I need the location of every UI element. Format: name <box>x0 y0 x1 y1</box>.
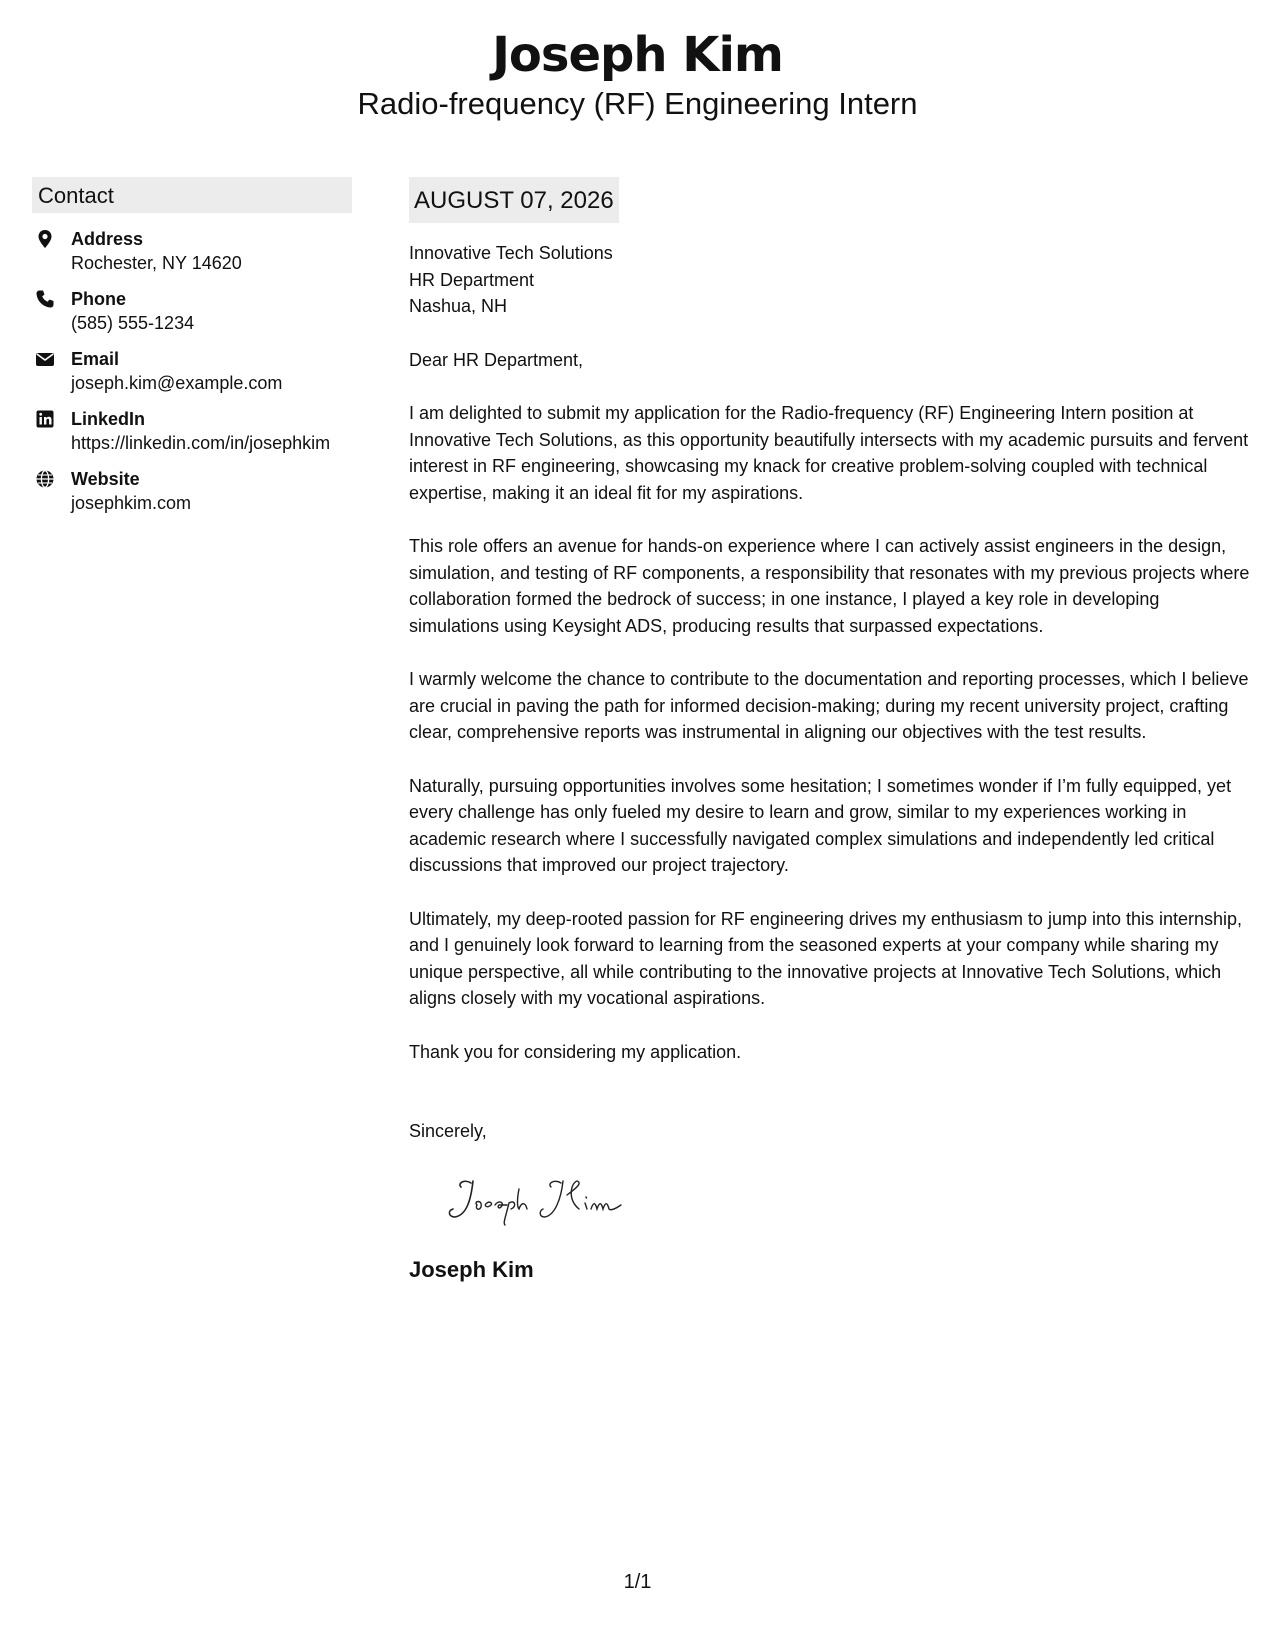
contact-label: LinkedIn <box>71 409 146 429</box>
contact-website <box>32 467 352 516</box>
recipient-location: Nashua, NH <box>409 296 508 316</box>
contact-phone <box>32 287 352 336</box>
contact-address <box>32 227 352 276</box>
map-pin-icon <box>35 229 55 249</box>
recipient-company: Innovative Tech Solutions <box>409 243 613 263</box>
page-number: 1/1 <box>623 1571 652 1593</box>
contact-linkedin <box>32 407 352 456</box>
linkedin-icon <box>35 409 55 429</box>
linkedin-link[interactable]: https://linkedin.com/in/josephkim <box>71 433 331 453</box>
closing: Sincerely, <box>409 1121 487 1141</box>
paragraph: This role offers an avenue for hands-on experience where I can actively assist engineers in the design, simulation, and testing of RF components, a responsibility that resonates with my previous projects where collaboration formed the bedrock of success; in one instance, I played a key role in developing simulations using Keysight ADS, producing results that surpassed expectations. <box>409 536 1250 636</box>
paragraph: Thank you for considering my application. <box>409 1041 742 1062</box>
contact-label: Address <box>71 229 144 249</box>
contact-value: joseph.kim@example.com <box>71 373 283 393</box>
contact-sidebar <box>32 177 352 516</box>
greeting: Dear HR Department, <box>409 349 584 370</box>
handwritten-signature <box>443 1169 643 1229</box>
applicant-name: Joseph Kim <box>492 27 783 83</box>
paragraph: I am delighted to submit my application for the Radio-frequency (RF) Engineering Intern position at Innovative Tech Solutions, as this opportunity beautifully intersects with my academic pursuits and fervent interest in RF engineering, showcasing my knack for creative problem-solving coupled with technical expertise, making it an ideal fit for my aspirations. <box>409 403 1249 503</box>
applicant-role: Radio-frequency (RF) Engineering Intern <box>357 86 918 121</box>
letter-header <box>0 26 1275 124</box>
recipient-address <box>409 240 1251 320</box>
paragraph: Ultimately, my deep-rooted passion for RF engineering drives my enthusiasm to jump into this internship, and I genuinely look forward to learning from the seasoned experts at your company while sharing my unique perspective, all while contributing to the innovative projects at Innovative Tech Solutions, which aligns closely with my vocational aspirations. <box>409 908 1243 1008</box>
paragraph: Naturally, pursuing opportunities involves some hesitation; I sometimes wonder if I’m fully equipped, yet every challenge has only fueled my desire to learn and grow, similar to my experiences working in academic research where I successfully navigated complex simulations and independently led critical discussions that improved our project trajectory. <box>409 775 1232 875</box>
contact-value: Rochester, NY 14620 <box>71 253 242 273</box>
signer-name: Joseph Kim <box>409 1256 534 1282</box>
letter-body <box>409 177 1251 1284</box>
globe-icon <box>35 469 55 489</box>
recipient-department: HR Department <box>409 269 535 290</box>
letter-date: AUGUST 07, 2026 <box>409 177 619 223</box>
paragraph: I warmly welcome the chance to contribute to the documentation and reporting processes, which I believe are crucial in paving the path for informed decision-making; during my recent university project, crafting clear, comprehensive reports was instrumental in aligning our objectives with the test results. <box>409 669 1249 742</box>
contact-email <box>32 347 352 396</box>
contact-value: (585) 555-1234 <box>71 313 195 333</box>
phone-icon <box>35 289 55 309</box>
contact-label: Email <box>71 349 120 369</box>
contact-heading: Contact <box>32 177 352 213</box>
contact-label: Website <box>71 469 140 489</box>
envelope-icon <box>35 349 55 369</box>
website-link[interactable]: josephkim.com <box>71 493 192 513</box>
contact-label: Phone <box>71 289 127 309</box>
